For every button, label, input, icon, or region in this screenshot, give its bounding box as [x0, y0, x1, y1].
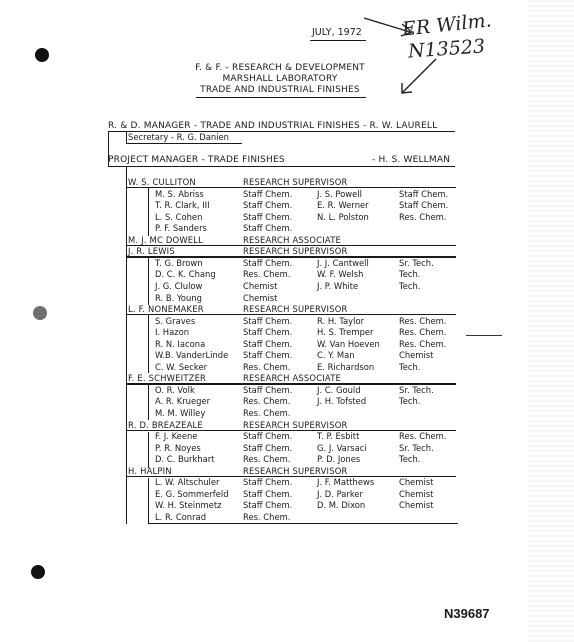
staff-title: Chemist [243, 280, 278, 291]
staff-name-second: J. C. Gould [317, 384, 361, 395]
staff-name-second: T. P. Esbitt [317, 431, 360, 442]
org-staff-row [0, 293, 574, 304]
document-date: JULY, 1972 [312, 27, 362, 38]
staff-title-second: Staff Chem. [399, 188, 449, 199]
org-staff-row [0, 269, 574, 280]
staff-name: J. G. Clulow [155, 280, 203, 291]
staff-title: Staff Chem. [243, 200, 293, 211]
staff-name: C. W. Secker [155, 361, 208, 372]
staff-title-second: Sr. Tech. [399, 442, 434, 453]
staff-title-second: Chemist [399, 488, 434, 499]
staff-name: R. N. Iacona [155, 338, 206, 349]
staff-title: Res. Chem. [243, 361, 291, 372]
staff-name: W. H. Steinmetz [155, 500, 222, 511]
staff-name-second: J. S. Powell [317, 188, 362, 199]
staff-title: Res. Chem. [243, 511, 291, 522]
staff-name-second: J. D. Parker [317, 488, 363, 499]
staff-title-second: Res. Chem. [399, 327, 447, 338]
project-manager-underline [108, 166, 455, 167]
staff-title-second: Sr. Tech. [399, 257, 434, 268]
staff-title: Staff Chem. [243, 488, 293, 499]
org-staff-row [0, 212, 574, 223]
staff-title: Staff Chem. [243, 257, 293, 268]
staff-name-second: J. J. Cantwell [317, 257, 369, 268]
staff-title-second: Tech. [399, 454, 421, 465]
staff-name-second: J. P. White [317, 280, 359, 291]
punch-hole-top [35, 48, 49, 62]
group-leader-role: RESEARCH SUPERVISOR [243, 465, 348, 476]
group-leader-name: F. E. SCHWEITZER [128, 373, 207, 384]
org-staff-row [0, 408, 574, 419]
staff-name-second: W. Van Hoeven [317, 338, 380, 349]
staff-title-second: Res. Chem. [399, 431, 447, 442]
staff-title-second: Sr. Tech. [399, 384, 434, 395]
org-staff-row [0, 512, 574, 523]
staff-title: Res. Chem. [243, 396, 291, 407]
staff-title-second: Chemist [399, 477, 434, 488]
staff-title-second: Chemist [399, 500, 434, 511]
staff-name: L. S. Cohen [155, 211, 203, 222]
staff-title: Staff Chem. [243, 327, 293, 338]
title-underline [196, 97, 366, 98]
org-staff-row [0, 350, 574, 361]
org-group-row [0, 466, 574, 477]
staff-title: Staff Chem. [243, 384, 293, 395]
staff-name-second: C. Y. Man [317, 350, 355, 361]
group-leader-name: J. R. LEWIS [128, 246, 175, 257]
staff-title-second: Tech. [399, 280, 421, 291]
staff-name: L. W. Altschuler [155, 477, 220, 488]
document-number: N39687 [444, 606, 490, 621]
group-leader-role: RESEARCH SUPERVISOR [243, 177, 348, 187]
date-underline [310, 40, 366, 41]
project-manager-label: PROJECT MANAGER - TRADE FINISHES [108, 155, 285, 165]
group-leader-role: RESEARCH SUPERVISOR [243, 246, 348, 257]
org-group-row [0, 420, 574, 431]
staff-title: Staff Chem. [243, 338, 293, 349]
staff-name-second: P. D. Jones [317, 454, 361, 465]
org-staff-row [0, 327, 574, 338]
org-group-row [0, 246, 574, 257]
org-staff-row [0, 477, 574, 488]
staff-title: Res. Chem. [243, 454, 291, 465]
staff-name-second: E. R. Werner [317, 200, 369, 211]
title-line-3: TRADE AND INDUSTRIAL FINISHES [200, 85, 360, 95]
handwritten-arrow-icon [396, 55, 442, 99]
org-staff-row [0, 316, 574, 327]
staff-name: M. S. Abriss [155, 188, 204, 199]
org-staff-row [0, 189, 574, 200]
staff-name: T. R. Clark, III [155, 200, 210, 211]
staff-name: D. C. K. Chang [155, 269, 216, 280]
org-staff-row [0, 223, 574, 234]
staff-title-second: Tech. [399, 361, 421, 372]
project-manager-name: - H. S. WELLMAN [372, 155, 451, 165]
staff-title: Staff Chem. [243, 350, 293, 361]
staff-title: Staff Chem. [243, 442, 293, 453]
staff-name: R. B. Young [155, 292, 202, 303]
handwritten-number: N13523 [407, 35, 486, 63]
staff-name: E. G. Sommerfeld [155, 488, 229, 499]
staff-title: Staff Chem. [243, 188, 293, 199]
staff-name: I. Hazon [155, 327, 190, 338]
staff-name-second: D. M. Dixon [317, 500, 366, 511]
secretary-connector [126, 131, 127, 144]
group-leader-name: R. D. BREAZEALE [128, 419, 203, 430]
group-leader-role: RESEARCH ASSOCIATE [243, 234, 342, 245]
staff-title: Staff Chem. [243, 211, 293, 222]
rd-manager: R. & D. MANAGER - TRADE AND INDUSTRIAL FINISHES - R. W. LAURELL [108, 121, 438, 131]
staff-title-second: Tech. [399, 396, 421, 407]
staff-name-second: J. F. Matthews [317, 477, 375, 488]
title-line-2: MARSHALL LABORATORY [222, 74, 338, 84]
org-staff-row [0, 385, 574, 396]
org-staff-row [0, 489, 574, 500]
staff-title: Chemist [243, 292, 278, 303]
staff-name: T. G. Brown [155, 257, 203, 268]
staff-name-second: E. Richardson [317, 361, 375, 372]
staff-name-second: N. L. Polston [317, 211, 369, 222]
staff-name-second: J. H. Tofsted [317, 396, 367, 407]
staff-name: O. R. Volk [155, 384, 195, 395]
staff-name: F. J. Keene [155, 431, 198, 442]
staff-name-second: W. F. Welsh [317, 269, 364, 280]
org-staff-row [0, 396, 574, 407]
staff-name: A. R. Krueger [155, 396, 211, 407]
staff-name-second: G. J. Varsaci [317, 442, 367, 453]
staff-title-second: Chemist [399, 350, 434, 361]
staff-name: W.B. VanderLinde [155, 350, 229, 361]
group-leader-name: L. F. NONEMAKER [128, 304, 204, 315]
group-leader-role: RESEARCH SUPERVISOR [243, 419, 348, 430]
org-staff-row [0, 258, 574, 269]
staff-title-second: Tech. [399, 269, 421, 280]
org-group-row [0, 177, 574, 188]
staff-name-second: R. H. Taylor [317, 315, 365, 326]
staff-name: P. R. Noyes [155, 442, 201, 453]
staff-title-second: Res. Chem. [399, 338, 447, 349]
secretary: Secretary - R. G. Danien [128, 132, 229, 142]
staff-name: M. M. Willey [155, 408, 206, 418]
org-staff-row [0, 200, 574, 211]
group-leader-name: M. J. MC DOWELL [128, 234, 204, 245]
staff-name: S. Graves [155, 315, 196, 326]
secretary-underline [126, 143, 242, 144]
org-staff-row [0, 362, 574, 373]
staff-title: Staff Chem. [243, 223, 293, 234]
org-staff-row [0, 454, 574, 465]
staff-name: P. F. Sanders [155, 223, 207, 234]
stray-pen-mark [466, 335, 502, 336]
group-leader-name: W. S. CULLITON [128, 177, 196, 187]
org-staff-row [0, 339, 574, 350]
title-line-1: F. & F. - RESEARCH & DEVELOPMENT [195, 63, 365, 73]
org-staff-row [0, 500, 574, 511]
group-leader-role: RESEARCH SUPERVISOR [243, 304, 348, 315]
staff-title: Staff Chem. [243, 500, 293, 511]
group-leader-name: H. HALPIN [128, 465, 172, 476]
handwritten-note: ER Wilm. [401, 9, 493, 41]
staff-title: Staff Chem. [243, 477, 293, 488]
staff-title: Res. Chem. [243, 408, 291, 418]
org-staff-row [0, 431, 574, 442]
org-staff-row [0, 281, 574, 292]
staff-title: Staff Chem. [243, 431, 293, 442]
staff-title: Res. Chem. [243, 269, 291, 280]
punch-hole-bottom [31, 565, 45, 579]
staff-title-second: Res. Chem. [399, 211, 447, 222]
staff-title-second: Res. Chem. [399, 315, 447, 326]
org-group-row [0, 373, 574, 384]
org-group-row [0, 235, 574, 246]
staff-name: L. R. Conrad [155, 511, 207, 522]
chart-bottom-line [148, 523, 458, 524]
staff-title: Staff Chem. [243, 315, 293, 326]
org-staff-row [0, 443, 574, 454]
group-leader-role: RESEARCH ASSOCIATE [243, 373, 342, 384]
staff-title-second: Staff Chem. [399, 200, 449, 211]
org-group-row [0, 304, 574, 315]
staff-name-second: H. S. Tremper [317, 327, 374, 338]
staff-name: D. C. Burkhart [155, 454, 215, 465]
